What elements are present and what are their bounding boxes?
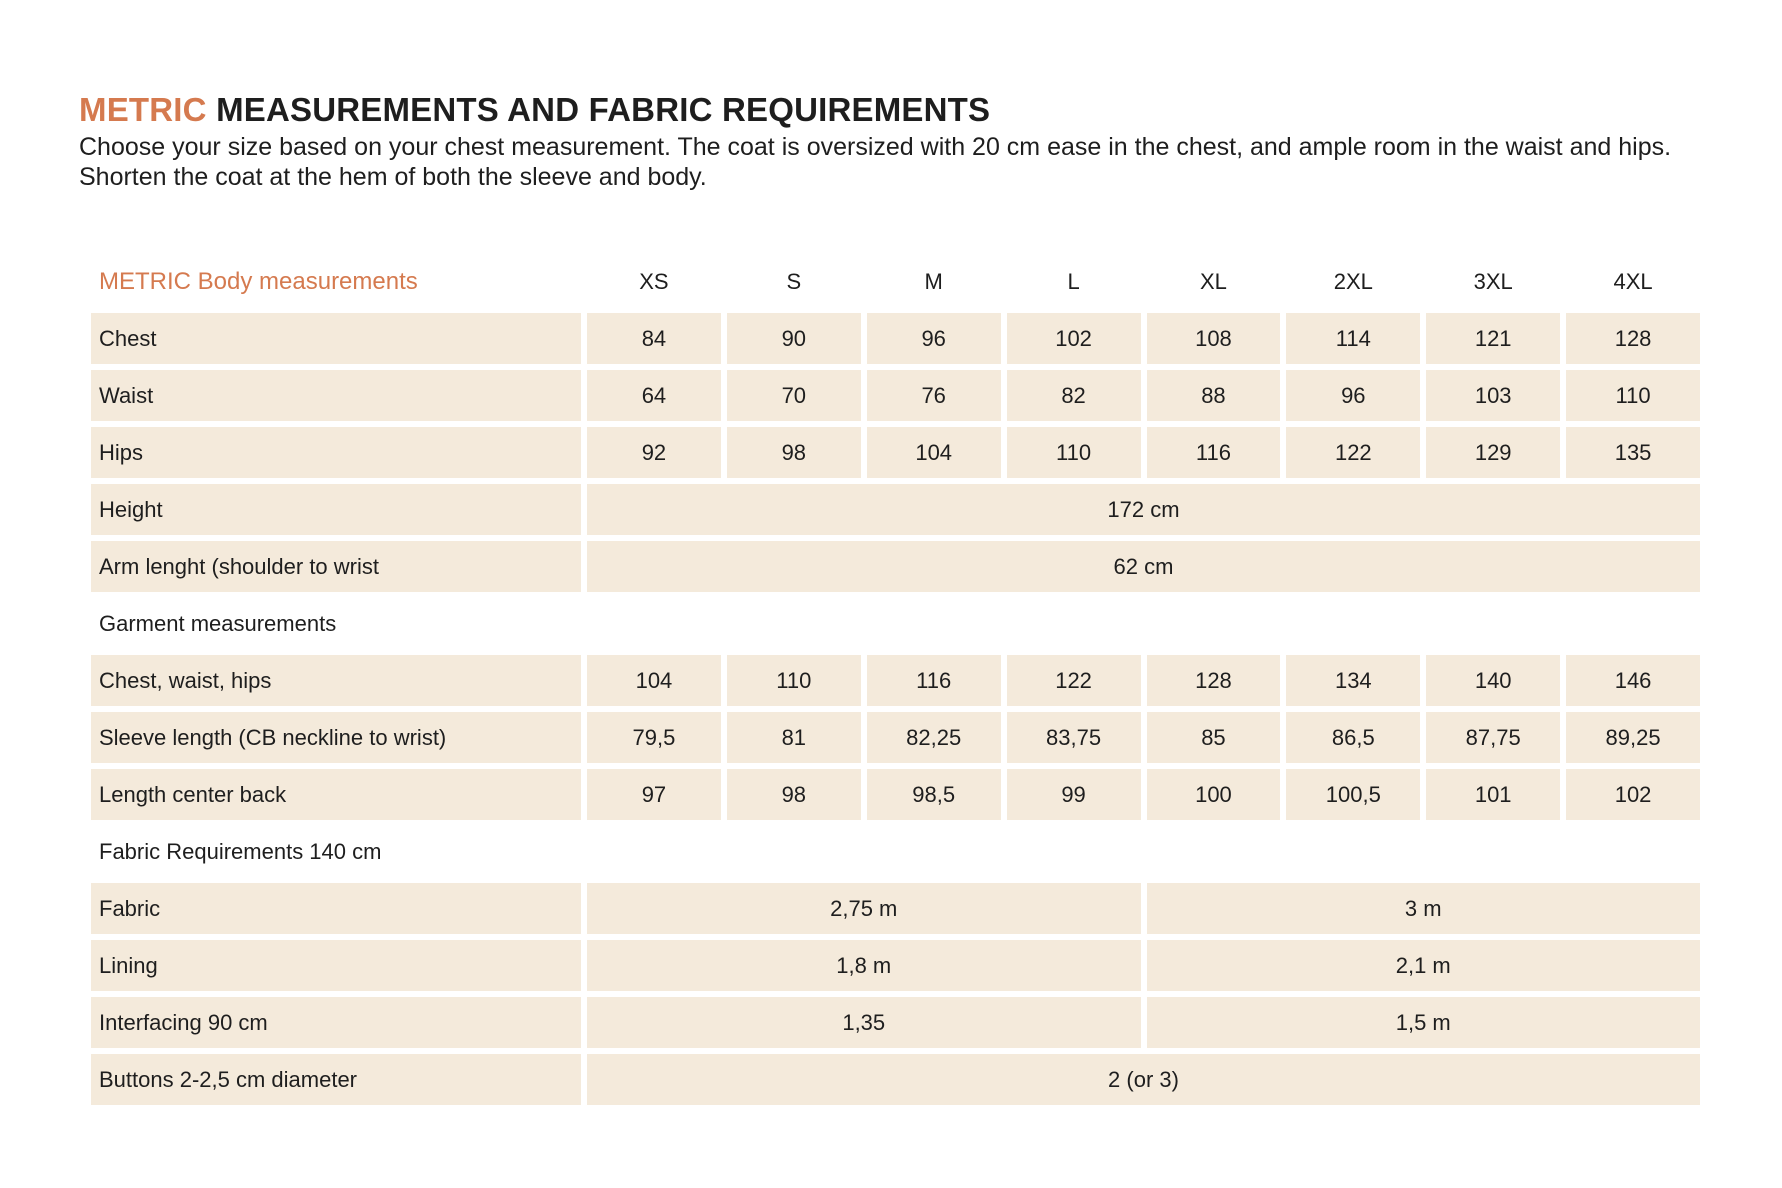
fabric-requirements-heading: Fabric Requirements 140 cm (99, 838, 382, 864)
table-cell: 79,5 (587, 712, 721, 763)
table-cell: 108 (1147, 313, 1281, 364)
table-cell: 102 (1007, 313, 1141, 364)
table-cell: 88 (1147, 370, 1281, 421)
table-cell: 98 (727, 769, 861, 820)
title-rest: MEASUREMENTS AND FABRIC REQUIREMENTS (206, 91, 991, 128)
size-header: XS (639, 268, 669, 294)
row-label: Waist (91, 370, 581, 421)
lining-small-sizes: 1,8 m (587, 940, 1141, 991)
size-header-row (91, 256, 1700, 307)
size-header: 4XL (1613, 268, 1653, 294)
buttons-value: 2 (or 3) (587, 1054, 1700, 1105)
table-cell: 146 (1566, 655, 1700, 706)
table-cell: 114 (1286, 313, 1420, 364)
table-cell: 110 (1566, 370, 1700, 421)
garment-measurements-heading: Garment measurements (99, 610, 337, 636)
interfacing-large-sizes: 1,5 m (1147, 997, 1701, 1048)
table-cell: 129 (1426, 427, 1560, 478)
table-cell: 90 (727, 313, 861, 364)
table-row (91, 655, 1700, 706)
table-cell: 100,5 (1286, 769, 1420, 820)
row-label: Fabric (91, 883, 581, 934)
table-row (91, 997, 1700, 1048)
table-row (91, 940, 1700, 991)
table-cell: 89,25 (1566, 712, 1700, 763)
table-cell: 100 (1147, 769, 1281, 820)
table-row (91, 427, 1700, 478)
row-label: Chest, waist, hips (91, 655, 581, 706)
table-row (91, 769, 1700, 820)
table-row (91, 484, 1700, 535)
table-cell: 116 (867, 655, 1001, 706)
table-row (91, 883, 1700, 934)
body-measurements-heading: METRIC Body measurements (99, 267, 418, 295)
row-label: Arm lenght (shoulder to wrist (91, 541, 581, 592)
page-title (79, 88, 1719, 132)
row-label: Hips (91, 427, 581, 478)
title-accent: METRIC (79, 91, 207, 128)
arm-length-value: 62 cm (587, 541, 1700, 592)
table-cell: 128 (1566, 313, 1700, 364)
table-cell: 104 (867, 427, 1001, 478)
size-header: L (1067, 268, 1080, 294)
table-cell: 97 (587, 769, 721, 820)
fabric-small-sizes: 2,75 m (587, 883, 1141, 934)
table-row (91, 370, 1700, 421)
section-row (91, 826, 1700, 877)
interfacing-small-sizes: 1,35 (587, 997, 1141, 1048)
table-cell: 110 (1007, 427, 1141, 478)
table-cell: 122 (1286, 427, 1420, 478)
size-header: 3XL (1473, 268, 1513, 294)
table-cell: 103 (1426, 370, 1560, 421)
table-cell: 92 (587, 427, 721, 478)
table-cell: 98 (727, 427, 861, 478)
intro-text: Choose your size based on your chest measurement. The coat is oversized with 20 cm ease in the chest, and ample room in the waist and hips. Shorten the coat at the hem of both the sleeve and body. (79, 133, 1672, 191)
size-header: M (924, 268, 943, 294)
table-cell: 104 (587, 655, 721, 706)
table-row (91, 541, 1700, 592)
table-cell: 102 (1566, 769, 1700, 820)
height-value: 172 cm (587, 484, 1700, 535)
fabric-large-sizes: 3 m (1147, 883, 1701, 934)
row-label: Height (91, 484, 581, 535)
table-cell: 70 (727, 370, 861, 421)
table-cell: 116 (1147, 427, 1281, 478)
table-cell: 140 (1426, 655, 1560, 706)
row-label: Lining (91, 940, 581, 991)
table-cell: 96 (1286, 370, 1420, 421)
lining-large-sizes: 2,1 m (1147, 940, 1701, 991)
table-cell: 87,75 (1426, 712, 1560, 763)
table-cell: 84 (587, 313, 721, 364)
size-header: S (786, 268, 802, 294)
table-cell: 98,5 (867, 769, 1001, 820)
table-cell: 81 (727, 712, 861, 763)
table-cell: 86,5 (1286, 712, 1420, 763)
table-cell: 82 (1007, 370, 1141, 421)
section-row (91, 598, 1700, 649)
table-cell: 96 (867, 313, 1001, 364)
table-row (91, 712, 1700, 763)
table-cell: 101 (1426, 769, 1560, 820)
table-cell: 110 (727, 655, 861, 706)
table-cell: 99 (1007, 769, 1141, 820)
table-row (91, 313, 1700, 364)
table-cell: 122 (1007, 655, 1141, 706)
size-header: 2XL (1333, 268, 1373, 294)
size-header: XL (1199, 268, 1227, 294)
table-cell: 85 (1147, 712, 1281, 763)
table-row (91, 1054, 1700, 1105)
page-header (79, 88, 1719, 192)
table-cell: 134 (1286, 655, 1420, 706)
row-label: Chest (91, 313, 581, 364)
table-cell: 76 (867, 370, 1001, 421)
table-cell: 135 (1566, 427, 1700, 478)
table-cell: 128 (1147, 655, 1281, 706)
row-label: Buttons 2-2,5 cm diameter (91, 1054, 581, 1105)
table-cell: 121 (1426, 313, 1560, 364)
row-label: Sleeve length (CB neckline to wrist) (91, 712, 581, 763)
table-cell: 83,75 (1007, 712, 1141, 763)
table-cell: 82,25 (867, 712, 1001, 763)
size-chart-table (85, 250, 1706, 1111)
row-label: Interfacing 90 cm (91, 997, 581, 1048)
row-label: Length center back (91, 769, 581, 820)
table-cell: 64 (587, 370, 721, 421)
